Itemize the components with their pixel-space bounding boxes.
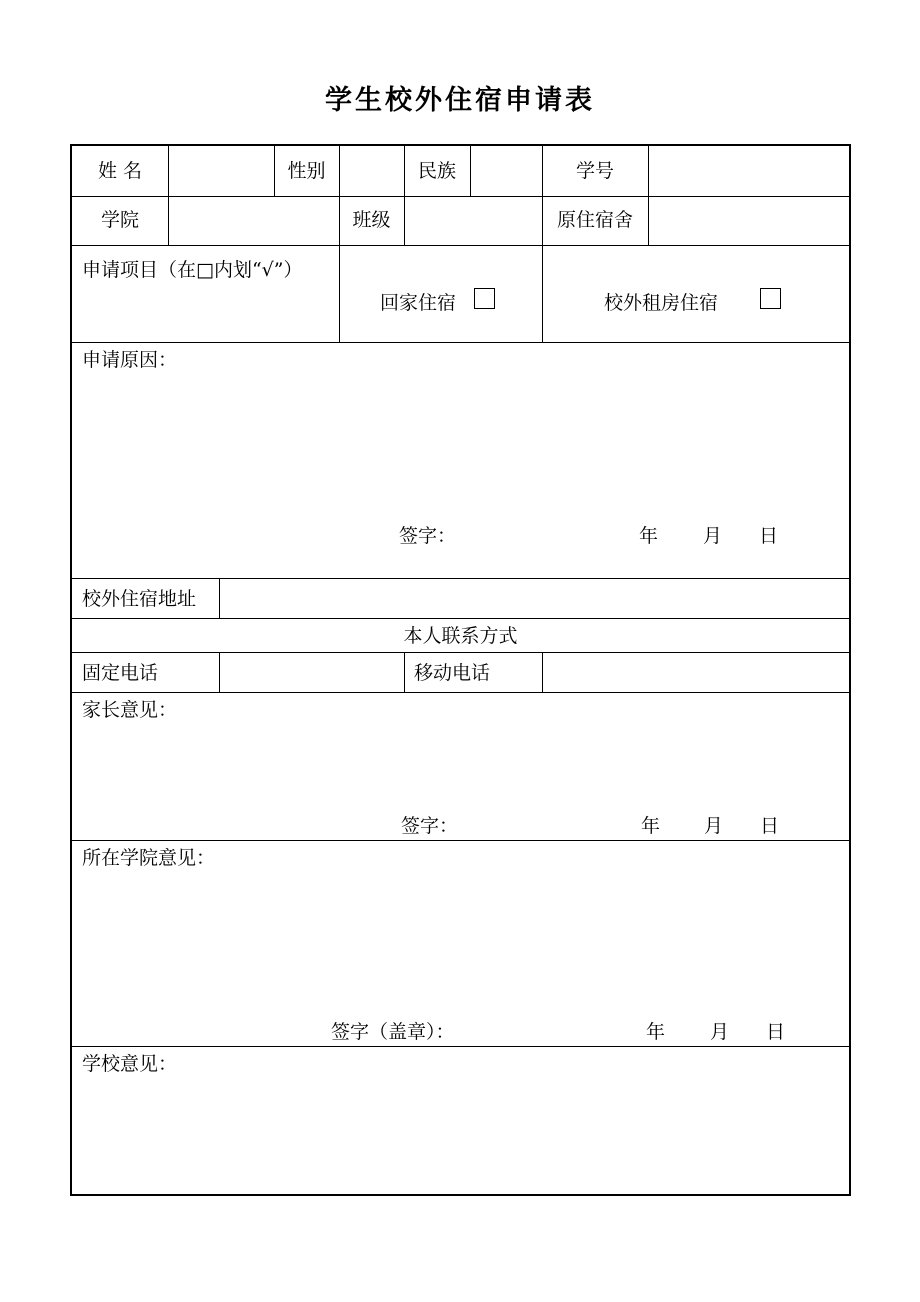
parent-year-label: 年 [641,815,661,837]
row-divider [72,342,849,343]
parent-opinion-label: 家长意见： [82,699,178,721]
student-id-label: 学号 [575,160,614,182]
col-divider [404,652,405,692]
col-divider [542,245,543,342]
rent-checkbox[interactable] [760,288,781,309]
parent-signature-label: 签字： [401,815,459,837]
college-label: 学院 [100,209,139,231]
col-divider [648,196,649,245]
application-label: 申请项目（在□内划“√”） [82,259,303,281]
college-day-label: 日 [766,1021,786,1043]
form-table [70,144,851,1196]
row-divider [72,692,849,693]
reason-month-label: 月 [703,525,723,547]
option-rent-label: 校外租房住宿 [604,292,719,314]
gender-label: 性别 [287,160,326,182]
row-divider [72,578,849,579]
name-label: 姓 名 [97,160,143,182]
col-divider [470,146,471,196]
col-divider [219,578,220,618]
row-divider [72,196,849,197]
landline-label: 固定电话 [82,662,159,684]
address-label: 校外住宿地址 [82,588,197,610]
col-divider [339,245,340,342]
school-opinion-label: 学校意见： [82,1053,178,1075]
parent-month-label: 月 [704,815,724,837]
class-label: 班级 [352,209,391,231]
college-month-label: 月 [710,1021,730,1043]
row-divider [72,618,849,619]
option-home-label: 回家住宿 [380,292,457,314]
col-divider [542,652,543,692]
col-divider [219,652,220,692]
college-opinion-label: 所在学院意见： [82,847,216,869]
row-divider [72,245,849,246]
row-divider [72,652,849,653]
ethnicity-label: 民族 [417,160,456,182]
parent-day-label: 日 [760,815,780,837]
col-divider [168,146,169,196]
col-divider [404,196,405,245]
col-divider [168,196,169,245]
college-signature-label: 签字（盖章）： [331,1021,455,1043]
form-title: 学生校外住宿申请表 [325,85,595,116]
contact-header: 本人联系方式 [403,625,518,647]
reason-year-label: 年 [639,525,659,547]
col-divider [648,146,649,196]
mobile-label: 移动电话 [414,662,491,684]
col-divider [339,146,340,196]
dorm-label: 原住宿舍 [556,209,633,231]
row-divider [72,1046,849,1047]
row-divider [72,840,849,841]
home-checkbox[interactable] [474,288,495,309]
reason-label: 申请原因： [82,349,178,371]
reason-signature-label: 签字： [399,525,457,547]
reason-day-label: 日 [759,525,779,547]
college-year-label: 年 [646,1021,666,1043]
